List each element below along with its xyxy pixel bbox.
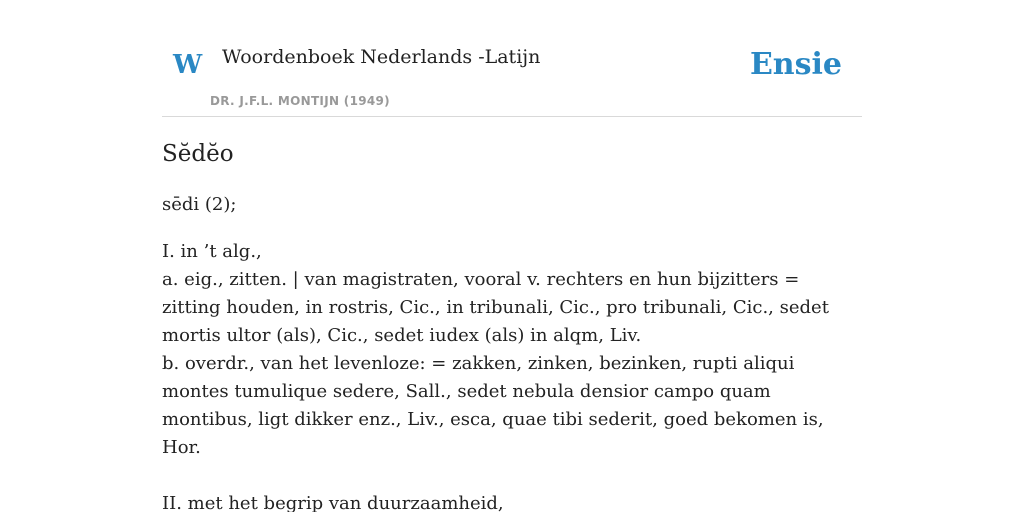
entry-content xyxy=(162,130,852,512)
definition-section: II. met het begrip van duurzaamheid, xyxy=(162,493,504,512)
ensie-logo-link[interactable]: Ensie xyxy=(749,47,842,82)
dictionary-title-link[interactable]: Woordenboek Nederlands -Latijn xyxy=(222,46,541,68)
header xyxy=(162,0,862,117)
definition-section: b. overdr., van het levenloze: = zakken, zinken, bezinken, rupti aliqui montes tumulique sedere, Sall., sedet nebula densior campo quam montibus, ligt dikker enz., Liv., esca, quae tibi sederit, goed bekomen is, Hor. xyxy=(162,353,824,458)
dictionary-author: DR. J.F.L. MONTIJN (1949) xyxy=(210,94,390,108)
paragraph-gap xyxy=(162,462,852,490)
definition-section: I. in ’t alg., xyxy=(162,241,262,262)
dictionary-logo-icon[interactable]: W xyxy=(173,50,203,80)
definition-section: a. eig., zitten. | van magistraten, vooral v. rechters en hun bijzitters = zitting houden, in rostris, Cic., in tribunali, Cic., pro tribunali, Cic., sedet mortis ultor (als), Cic., sedet iudex (als) in alqm, Liv. xyxy=(162,269,829,346)
entry-headword: Sĕdĕo xyxy=(162,141,234,167)
entry-definition xyxy=(162,238,852,512)
entry-forms: sēdi (2); xyxy=(162,194,237,215)
